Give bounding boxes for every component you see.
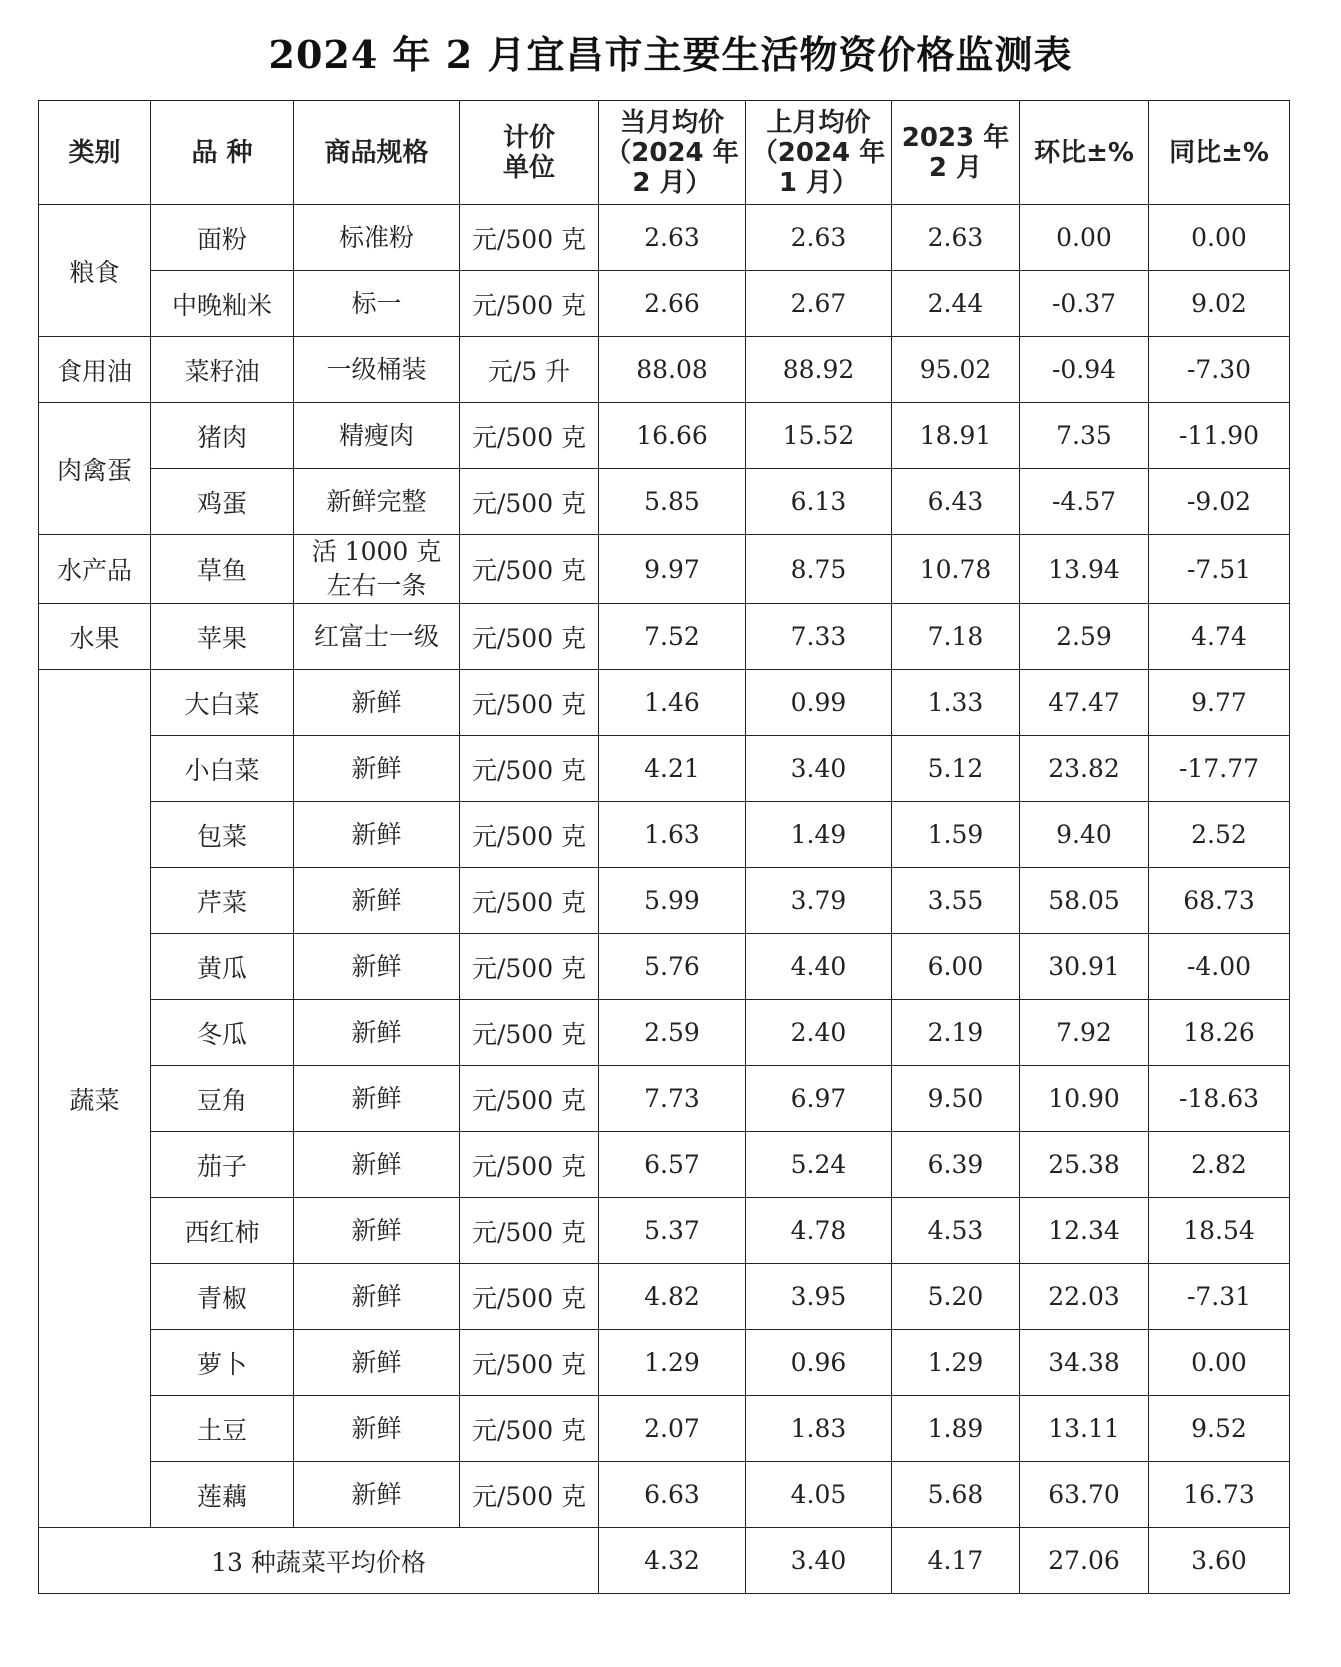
spec-cell: 精瘦肉 xyxy=(294,403,460,469)
previous-cell: 4.40 xyxy=(746,934,892,1000)
table-row xyxy=(39,1264,1290,1330)
mom-cell: 10.90 xyxy=(1020,1066,1149,1132)
yoy-cell: -7.30 xyxy=(1149,337,1290,403)
table-row xyxy=(39,469,1290,535)
current-cell: 2.66 xyxy=(599,271,746,337)
last-year-cell: 5.12 xyxy=(892,736,1020,802)
category-cell: 粮食 xyxy=(39,205,151,337)
yoy-cell: 9.02 xyxy=(1149,271,1290,337)
current-cell: 6.57 xyxy=(599,1132,746,1198)
unit-cell: 元/500 克 xyxy=(460,1462,599,1528)
mom-cell: 0.00 xyxy=(1020,205,1149,271)
variety-cell: 土豆 xyxy=(151,1396,294,1462)
unit-cell: 元/500 克 xyxy=(460,403,599,469)
page-title: 2024 年 2 月宜昌市主要生活物资价格监测表 xyxy=(268,32,1073,77)
variety-cell: 菜籽油 xyxy=(151,337,294,403)
unit-cell: 元/500 克 xyxy=(460,469,599,535)
unit-cell: 元/500 克 xyxy=(460,802,599,868)
last-year-cell: 6.43 xyxy=(892,469,1020,535)
spec-cell: 标准粉 xyxy=(294,205,460,271)
table-row xyxy=(39,337,1290,403)
mom-cell: 23.82 xyxy=(1020,736,1149,802)
yoy-cell: 9.77 xyxy=(1149,670,1290,736)
previous-cell: 3.79 xyxy=(746,868,892,934)
spec-cell: 新鲜完整 xyxy=(294,469,460,535)
variety-cell: 西红柿 xyxy=(151,1198,294,1264)
spec-cell: 新鲜 xyxy=(294,1462,460,1528)
current-cell: 5.99 xyxy=(599,868,746,934)
last-year-cell: 6.00 xyxy=(892,934,1020,1000)
spec-cell: 新鲜 xyxy=(294,670,460,736)
previous-cell: 5.24 xyxy=(746,1132,892,1198)
previous-cell: 4.78 xyxy=(746,1198,892,1264)
spec-cell: 新鲜 xyxy=(294,802,460,868)
unit-cell: 元/500 克 xyxy=(460,1132,599,1198)
header-spec: 商品规格 xyxy=(294,101,460,205)
table-row xyxy=(39,736,1290,802)
spec-cell: 红富士一级 xyxy=(294,604,460,670)
variety-cell: 冬瓜 xyxy=(151,1000,294,1066)
spec-cell: 新鲜 xyxy=(294,1132,460,1198)
summary-last-year-cell: 4.17 xyxy=(892,1528,1020,1594)
variety-cell: 芹菜 xyxy=(151,868,294,934)
spec-cell: 新鲜 xyxy=(294,1264,460,1330)
mom-cell: -4.57 xyxy=(1020,469,1149,535)
yoy-cell: -7.31 xyxy=(1149,1264,1290,1330)
unit-cell: 元/500 克 xyxy=(460,1000,599,1066)
yoy-cell: 0.00 xyxy=(1149,205,1290,271)
yoy-cell: -18.63 xyxy=(1149,1066,1290,1132)
current-cell: 5.76 xyxy=(599,934,746,1000)
unit-cell: 元/500 克 xyxy=(460,271,599,337)
mom-cell: -0.37 xyxy=(1020,271,1149,337)
summary-mom-cell: 27.06 xyxy=(1020,1528,1149,1594)
yoy-cell: -7.51 xyxy=(1149,535,1290,604)
summary-label: 13 种蔬菜平均价格 xyxy=(39,1528,599,1594)
unit-cell: 元/500 克 xyxy=(460,868,599,934)
current-cell: 4.21 xyxy=(599,736,746,802)
previous-cell: 3.95 xyxy=(746,1264,892,1330)
variety-cell: 青椒 xyxy=(151,1264,294,1330)
table-row xyxy=(39,1066,1290,1132)
current-cell: 1.46 xyxy=(599,670,746,736)
header-category: 类别 xyxy=(39,101,151,205)
last-year-cell: 18.91 xyxy=(892,403,1020,469)
mom-cell: 9.40 xyxy=(1020,802,1149,868)
unit-cell: 元/500 克 xyxy=(460,670,599,736)
category-cell: 水果 xyxy=(39,604,151,670)
last-year-cell: 6.39 xyxy=(892,1132,1020,1198)
previous-cell: 2.67 xyxy=(746,271,892,337)
table-row xyxy=(39,1462,1290,1528)
previous-cell: 2.40 xyxy=(746,1000,892,1066)
table-row xyxy=(39,535,1290,604)
current-cell: 4.82 xyxy=(599,1264,746,1330)
unit-cell: 元/500 克 xyxy=(460,1330,599,1396)
current-cell: 2.63 xyxy=(599,205,746,271)
current-cell: 5.85 xyxy=(599,469,746,535)
unit-cell: 元/500 克 xyxy=(460,1396,599,1462)
spec-cell: 新鲜 xyxy=(294,1198,460,1264)
mom-cell: 22.03 xyxy=(1020,1264,1149,1330)
summary-current-cell: 4.32 xyxy=(599,1528,746,1594)
unit-cell: 元/5 升 xyxy=(460,337,599,403)
mom-cell: 12.34 xyxy=(1020,1198,1149,1264)
variety-cell: 莲藕 xyxy=(151,1462,294,1528)
category-cell: 肉禽蛋 xyxy=(39,403,151,535)
yoy-cell: 2.82 xyxy=(1149,1132,1290,1198)
mom-cell: 13.94 xyxy=(1020,535,1149,604)
last-year-cell: 4.53 xyxy=(892,1198,1020,1264)
last-year-cell: 1.33 xyxy=(892,670,1020,736)
last-year-cell: 1.59 xyxy=(892,802,1020,868)
spec-cell: 活 1000 克 左右一条 xyxy=(294,535,460,604)
variety-cell: 面粉 xyxy=(151,205,294,271)
variety-cell: 大白菜 xyxy=(151,670,294,736)
previous-cell: 1.83 xyxy=(746,1396,892,1462)
spec-cell: 新鲜 xyxy=(294,1066,460,1132)
current-cell: 1.63 xyxy=(599,802,746,868)
current-cell: 16.66 xyxy=(599,403,746,469)
variety-cell: 萝卜 xyxy=(151,1330,294,1396)
current-cell: 5.37 xyxy=(599,1198,746,1264)
yoy-cell: 9.52 xyxy=(1149,1396,1290,1462)
category-cell: 蔬菜 xyxy=(39,670,151,1528)
mom-cell: 7.35 xyxy=(1020,403,1149,469)
spec-cell: 新鲜 xyxy=(294,1396,460,1462)
spec-cell: 新鲜 xyxy=(294,868,460,934)
variety-cell: 鸡蛋 xyxy=(151,469,294,535)
previous-cell: 7.33 xyxy=(746,604,892,670)
yoy-cell: -11.90 xyxy=(1149,403,1290,469)
summary-previous-cell: 3.40 xyxy=(746,1528,892,1594)
header-unit: 计价 单位 xyxy=(502,122,555,183)
header-variety: 品 种 xyxy=(151,101,294,205)
summary-row xyxy=(39,1528,1290,1594)
previous-cell: 6.97 xyxy=(746,1066,892,1132)
last-year-cell: 1.29 xyxy=(892,1330,1020,1396)
current-cell: 9.97 xyxy=(599,535,746,604)
header-current-price: 当月均价 （2024 年 2 月） xyxy=(605,107,739,198)
previous-cell: 8.75 xyxy=(746,535,892,604)
unit-cell: 元/500 克 xyxy=(460,535,599,604)
unit-cell: 元/500 克 xyxy=(460,1066,599,1132)
unit-cell: 元/500 克 xyxy=(460,736,599,802)
current-cell: 6.63 xyxy=(599,1462,746,1528)
yoy-cell: 18.54 xyxy=(1149,1198,1290,1264)
unit-cell: 元/500 克 xyxy=(460,934,599,1000)
yoy-cell: 68.73 xyxy=(1149,868,1290,934)
unit-cell: 元/500 克 xyxy=(460,1198,599,1264)
variety-cell: 草鱼 xyxy=(151,535,294,604)
header-mom: 环比±% xyxy=(1020,101,1149,205)
table-body xyxy=(39,205,1290,1594)
table-row xyxy=(39,1330,1290,1396)
header-yoy: 同比±% xyxy=(1149,101,1290,205)
table-row xyxy=(39,934,1290,1000)
unit-cell: 元/500 克 xyxy=(460,604,599,670)
unit-cell: 元/500 克 xyxy=(460,205,599,271)
yoy-cell: 2.52 xyxy=(1149,802,1290,868)
yoy-cell: 4.74 xyxy=(1149,604,1290,670)
spec-cell: 新鲜 xyxy=(294,934,460,1000)
mom-cell: 25.38 xyxy=(1020,1132,1149,1198)
table-row xyxy=(39,205,1290,271)
last-year-cell: 5.20 xyxy=(892,1264,1020,1330)
price-table xyxy=(38,100,1290,1594)
previous-cell: 2.63 xyxy=(746,205,892,271)
previous-cell: 6.13 xyxy=(746,469,892,535)
spec-cell: 新鲜 xyxy=(294,736,460,802)
last-year-cell: 95.02 xyxy=(892,337,1020,403)
table-row xyxy=(39,1198,1290,1264)
last-year-cell: 10.78 xyxy=(892,535,1020,604)
header-row xyxy=(39,101,1290,205)
spec-cell: 新鲜 xyxy=(294,1000,460,1066)
last-year-cell: 9.50 xyxy=(892,1066,1020,1132)
yoy-cell: -9.02 xyxy=(1149,469,1290,535)
last-year-cell: 7.18 xyxy=(892,604,1020,670)
last-year-cell: 2.44 xyxy=(892,271,1020,337)
yoy-cell: -4.00 xyxy=(1149,934,1290,1000)
current-cell: 88.08 xyxy=(599,337,746,403)
mom-cell: 7.92 xyxy=(1020,1000,1149,1066)
mom-cell: 30.91 xyxy=(1020,934,1149,1000)
last-year-cell: 3.55 xyxy=(892,868,1020,934)
mom-cell: 58.05 xyxy=(1020,868,1149,934)
table-row xyxy=(39,802,1290,868)
current-cell: 2.59 xyxy=(599,1000,746,1066)
yoy-cell: -17.77 xyxy=(1149,736,1290,802)
previous-cell: 3.40 xyxy=(746,736,892,802)
previous-cell: 4.05 xyxy=(746,1462,892,1528)
table-row xyxy=(39,604,1290,670)
mom-cell: 2.59 xyxy=(1020,604,1149,670)
table-row xyxy=(39,271,1290,337)
category-cell: 水产品 xyxy=(39,535,151,604)
last-year-cell: 1.89 xyxy=(892,1396,1020,1462)
variety-cell: 黄瓜 xyxy=(151,934,294,1000)
mom-cell: 63.70 xyxy=(1020,1462,1149,1528)
table-row xyxy=(39,1396,1290,1462)
variety-cell: 中晚籼米 xyxy=(151,271,294,337)
current-cell: 7.52 xyxy=(599,604,746,670)
variety-cell: 包菜 xyxy=(151,802,294,868)
mom-cell: 47.47 xyxy=(1020,670,1149,736)
spec-cell: 一级桶装 xyxy=(294,337,460,403)
variety-cell: 小白菜 xyxy=(151,736,294,802)
variety-cell: 苹果 xyxy=(151,604,294,670)
mom-cell: 13.11 xyxy=(1020,1396,1149,1462)
variety-cell: 豆角 xyxy=(151,1066,294,1132)
spec-cell: 新鲜 xyxy=(294,1330,460,1396)
previous-cell: 1.49 xyxy=(746,802,892,868)
header-previous-price: 上月均价 （2024 年 1 月） xyxy=(751,107,886,198)
yoy-cell: 16.73 xyxy=(1149,1462,1290,1528)
variety-cell: 茄子 xyxy=(151,1132,294,1198)
header-last-year-price: 2023 年 2 月 xyxy=(901,122,1010,183)
last-year-cell: 2.19 xyxy=(892,1000,1020,1066)
mom-cell: 34.38 xyxy=(1020,1330,1149,1396)
table-row xyxy=(39,403,1290,469)
unit-cell: 元/500 克 xyxy=(460,1264,599,1330)
current-cell: 7.73 xyxy=(599,1066,746,1132)
last-year-cell: 2.63 xyxy=(892,205,1020,271)
previous-cell: 88.92 xyxy=(746,337,892,403)
category-cell: 食用油 xyxy=(39,337,151,403)
variety-cell: 猪肉 xyxy=(151,403,294,469)
previous-cell: 0.96 xyxy=(746,1330,892,1396)
yoy-cell: 0.00 xyxy=(1149,1330,1290,1396)
previous-cell: 15.52 xyxy=(746,403,892,469)
mom-cell: -0.94 xyxy=(1020,337,1149,403)
table-row xyxy=(39,868,1290,934)
current-cell: 1.29 xyxy=(599,1330,746,1396)
spec-cell: 标一 xyxy=(294,271,460,337)
table-row xyxy=(39,1000,1290,1066)
summary-yoy-cell: 3.60 xyxy=(1149,1528,1290,1594)
table-row xyxy=(39,1132,1290,1198)
yoy-cell: 18.26 xyxy=(1149,1000,1290,1066)
current-cell: 2.07 xyxy=(599,1396,746,1462)
previous-cell: 0.99 xyxy=(746,670,892,736)
table-row xyxy=(39,670,1290,736)
last-year-cell: 5.68 xyxy=(892,1462,1020,1528)
